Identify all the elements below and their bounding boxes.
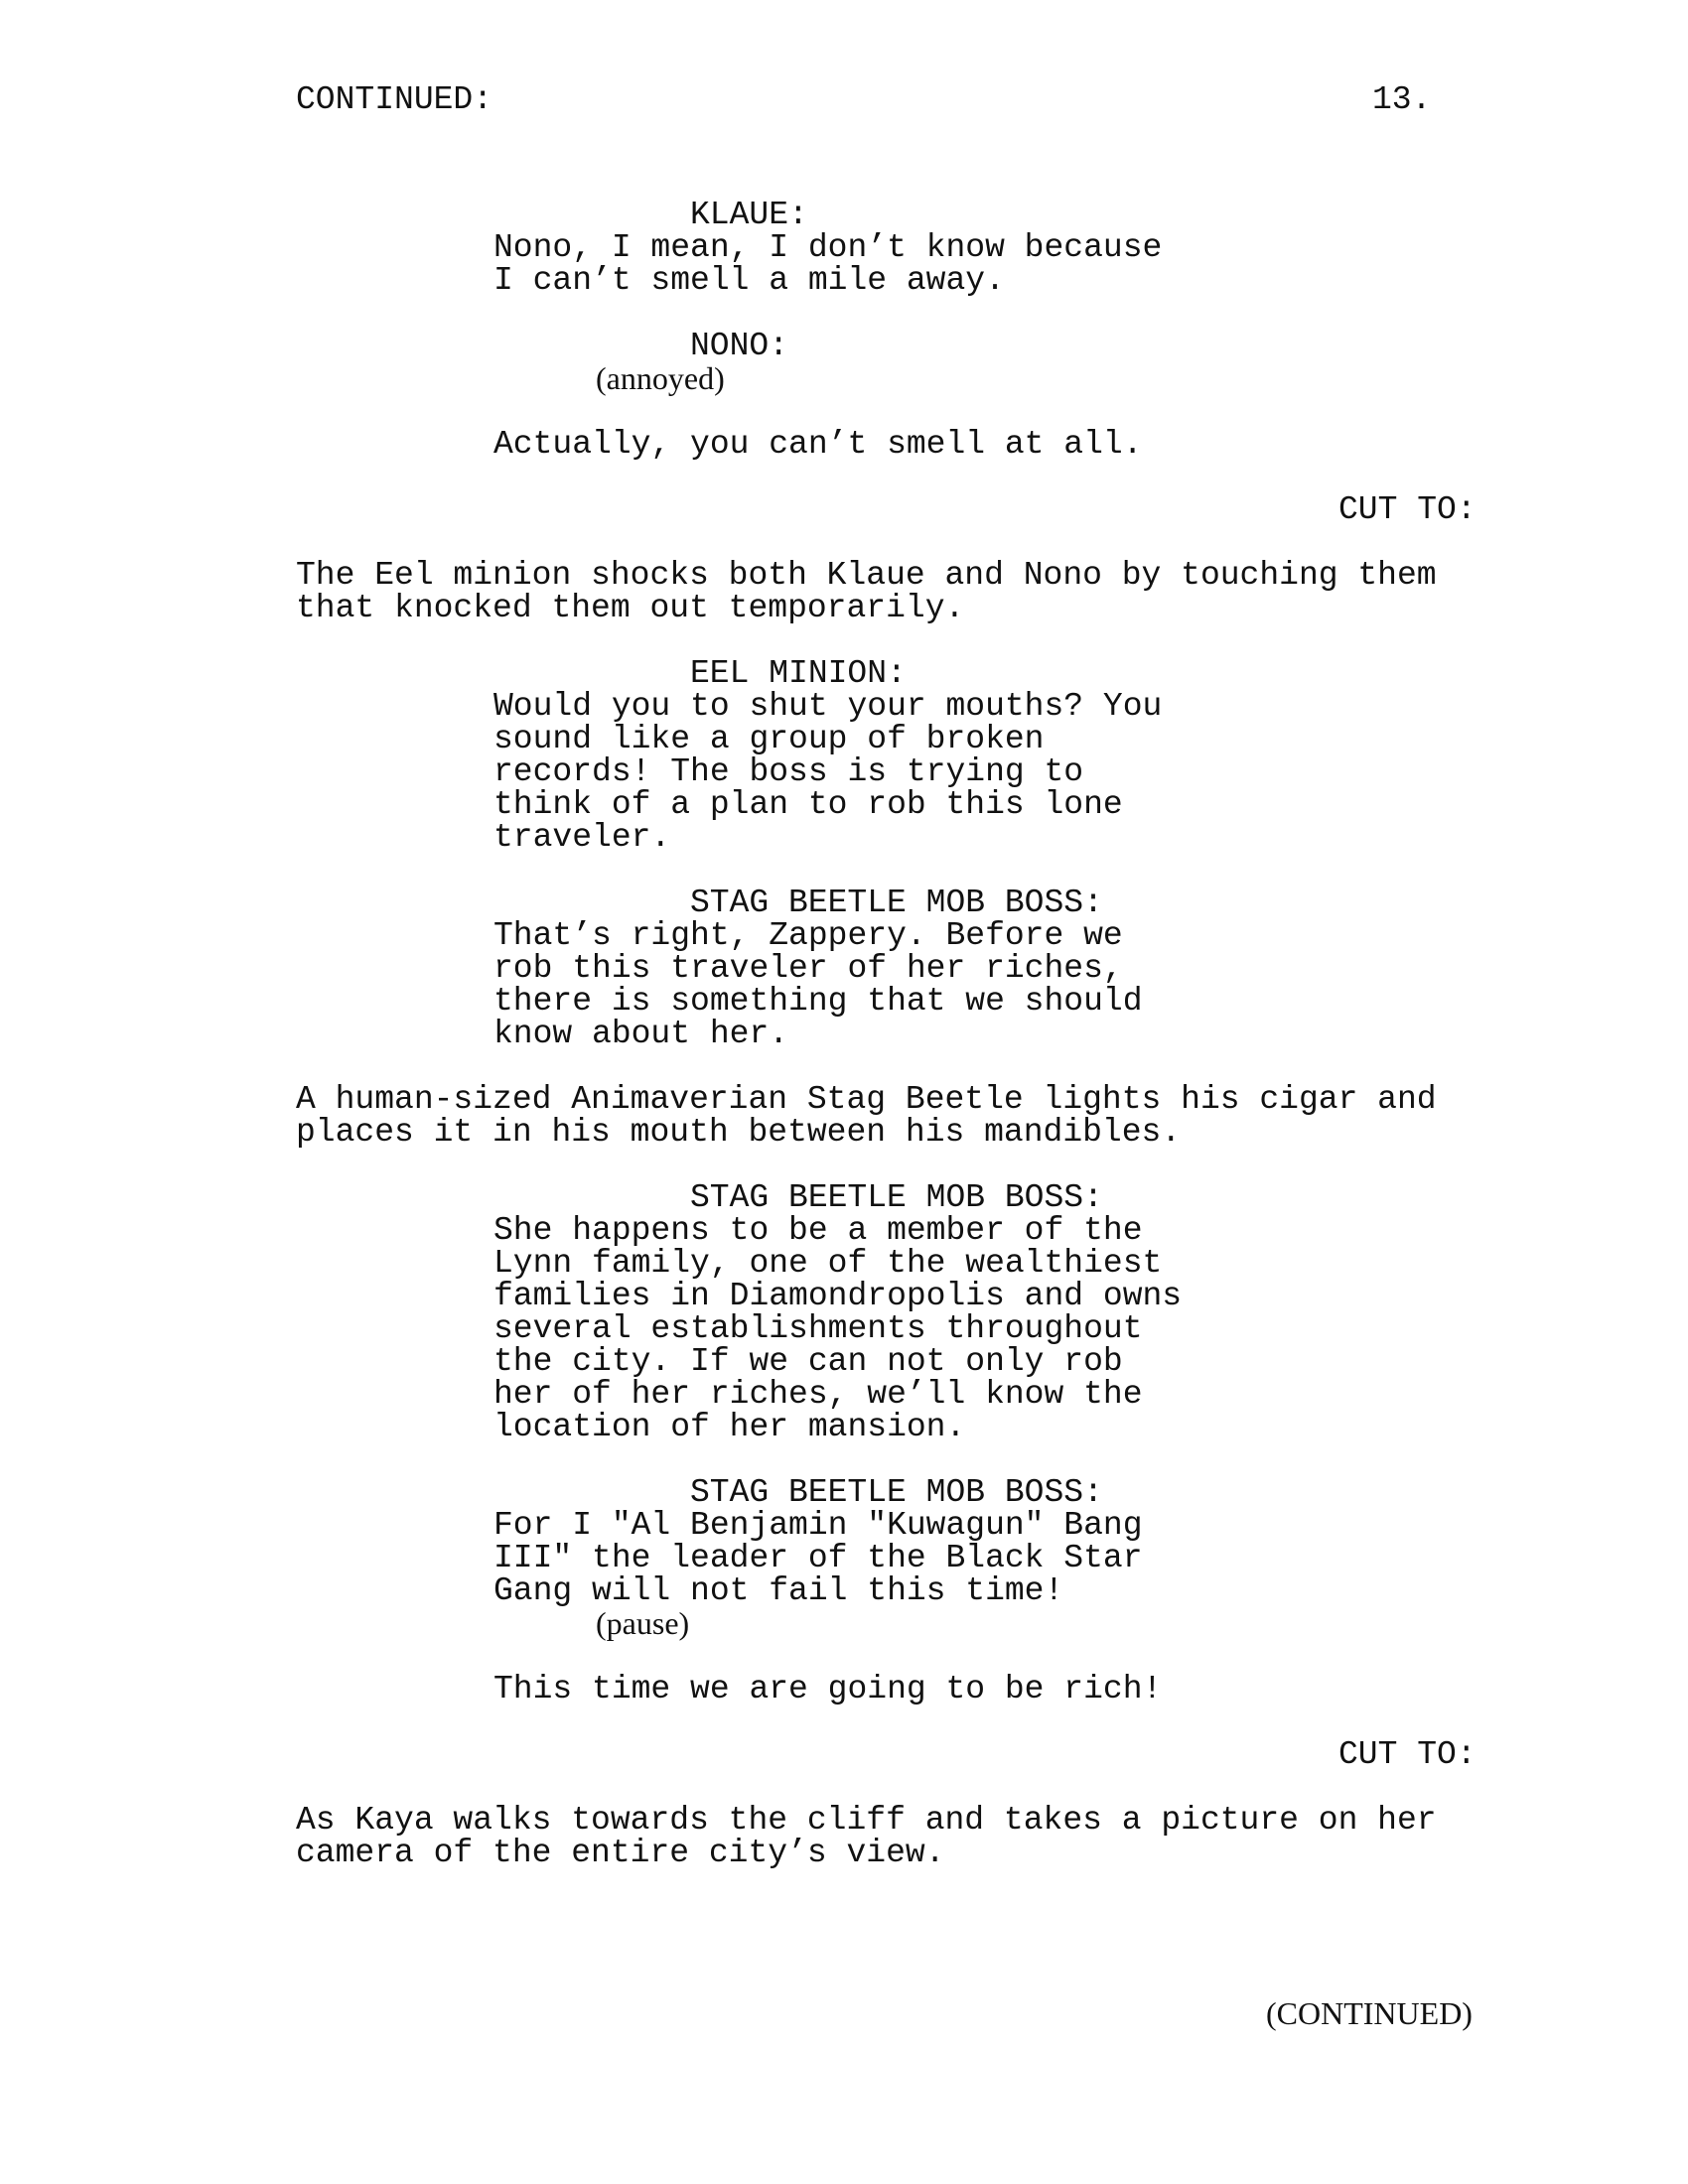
character-name: EEL MINION: <box>690 655 907 692</box>
dialogue-line: traveler. <box>493 819 671 856</box>
action-block <box>296 559 1487 624</box>
action-line: places it in his mouth between his mandibles. <box>296 1114 1182 1151</box>
dialogue-line: rob this traveler of her riches, <box>493 950 1123 987</box>
dialogue-block <box>493 919 1208 1050</box>
action-line: As Kaya walks towards the cliff and takes a picture on her <box>296 1802 1437 1839</box>
dialogue-line: think of a plan to rob this lone <box>493 786 1123 823</box>
dialogue-line: That’s right, Zappery. Before we <box>493 917 1123 954</box>
action-line: camera of the entire city’s view. <box>296 1835 945 1871</box>
dialogue-line: her of her riches, we’ll know the <box>493 1376 1143 1413</box>
character-name: STAG BEETLE MOB BOSS: <box>690 885 1103 921</box>
parenthetical: (annoyed) <box>596 360 725 396</box>
continued-header: CONTINUED: <box>296 81 493 118</box>
dialogue-line: I can’t smell a mile away. <box>493 262 1005 299</box>
character-name: KLAUE: <box>690 197 808 233</box>
dialogue-block <box>493 1509 1208 1607</box>
dialogue-block <box>493 428 1208 461</box>
dialogue-line: sound like a group of broken <box>493 721 1045 757</box>
dialogue-line: She happens to be a member of the <box>493 1212 1143 1249</box>
dialogue-line: Nono, I mean, I don’t know because <box>493 229 1163 266</box>
dialogue-block <box>493 690 1208 854</box>
dialogue-line: III" the leader of the Black Star <box>493 1540 1143 1576</box>
dialogue-line: For I "Al Benjamin "Kuwagun" Bang <box>493 1507 1143 1544</box>
dialogue-line: know about her. <box>493 1016 789 1052</box>
dialogue-line: This time we are going to be rich! <box>493 1671 1163 1707</box>
transition: CUT TO: <box>1338 491 1477 528</box>
dialogue-block <box>493 231 1208 297</box>
action-block <box>296 1083 1487 1149</box>
transition: CUT TO: <box>1338 1736 1477 1773</box>
dialogue-line: Would you to shut your mouths? You <box>493 688 1163 725</box>
character-name: STAG BEETLE MOB BOSS: <box>690 1179 1103 1216</box>
action-block <box>296 1804 1487 1869</box>
dialogue-line: Gang will not fail this time! <box>493 1572 1064 1609</box>
dialogue-block <box>493 1673 1208 1706</box>
dialogue-line: Actually, you can’t smell at all. <box>493 426 1143 463</box>
parenthetical: (pause) <box>596 1605 690 1641</box>
dialogue-line: several establishments throughout <box>493 1310 1143 1347</box>
dialogue-line: location of her mansion. <box>493 1409 966 1445</box>
action-line: A human-sized Animaverian Stag Beetle lights his cigar and <box>296 1081 1437 1118</box>
continued-footer: (CONTINUED) <box>1266 1995 1473 2031</box>
dialogue-line: Lynn family, one of the wealthiest <box>493 1245 1163 1282</box>
dialogue-line: there is something that we should <box>493 983 1143 1020</box>
page-number: 13. <box>1372 81 1432 118</box>
dialogue-line: families in Diamondropolis and owns <box>493 1278 1183 1314</box>
action-line: The Eel minion shocks both Klaue and Nono by touching them <box>296 557 1437 594</box>
dialogue-block <box>493 1214 1208 1443</box>
dialogue-line: records! The boss is trying to <box>493 753 1084 790</box>
action-line: that knocked them out temporarily. <box>296 590 965 626</box>
dialogue-line: the city. If we can not only rob <box>493 1343 1123 1380</box>
character-name: STAG BEETLE MOB BOSS: <box>690 1474 1103 1511</box>
character-name: NONO: <box>690 328 789 364</box>
